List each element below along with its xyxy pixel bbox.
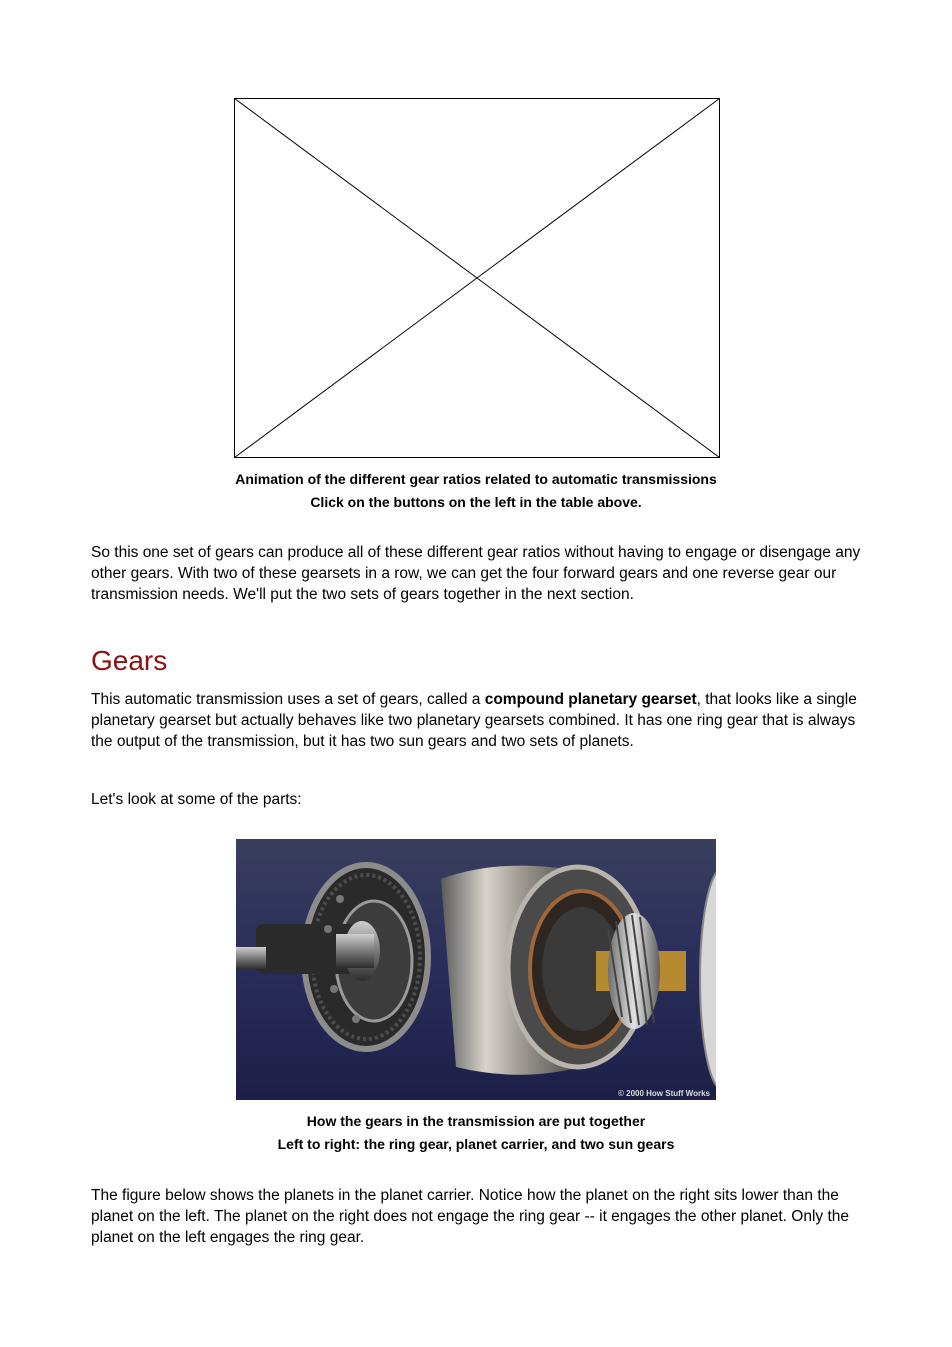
paragraph-text-before: This automatic transmission uses a set of gears, called a — [91, 691, 485, 708]
paragraph-bold-term: compound planetary gearset — [484, 691, 697, 708]
photo-copyright: © 2000 How Stuff Works — [618, 1089, 710, 1098]
gears-photo-caption-line1: How the gears in the transmission are put together — [306, 1113, 646, 1129]
animation-caption — [0, 468, 952, 514]
intro-paragraph: So this one set of gears can produce all of these different gear ratios without having to engage or disengage any other gears. With two of these gearsets in a row, we can get the four forward gears and one reverse gear our transmission needs. We'll put the two sets of gears together in the next section. — [91, 544, 861, 603]
compound-gearset-paragraph — [91, 689, 871, 752]
animation-caption-line2: Click on the buttons on the left in the table above. — [310, 494, 642, 510]
gears-photo-caption — [0, 1110, 952, 1156]
animation-caption-line1: Animation of the different gear ratios related to automatic transmissions — [235, 471, 717, 487]
parts-intro-paragraph: Let's look at some of the parts: — [91, 791, 302, 808]
transmission-gears-photo — [236, 839, 716, 1100]
paragraph-text-after: , that looks like a single planetary gearset but actually behaves like two planetary gearsets combined. It has one ring gear that is always the output of the transmission, but it has two sun gears and two sets of planets. — [91, 691, 857, 750]
animation-placeholder-image — [234, 98, 720, 458]
planet-carrier-paragraph: The figure below shows the planets in the planet carrier. Notice how the planet on the right sits lower than the planet on the left. The planet on the right does not engage the ring gear -- it engages the other planet. Only the planet on the left engages the ring gear. — [91, 1187, 850, 1246]
section-heading-gears: Gears — [91, 645, 168, 676]
gears-photo-caption-line2: Left to right: the ring gear, planet carrier, and two sun gears — [277, 1136, 675, 1152]
